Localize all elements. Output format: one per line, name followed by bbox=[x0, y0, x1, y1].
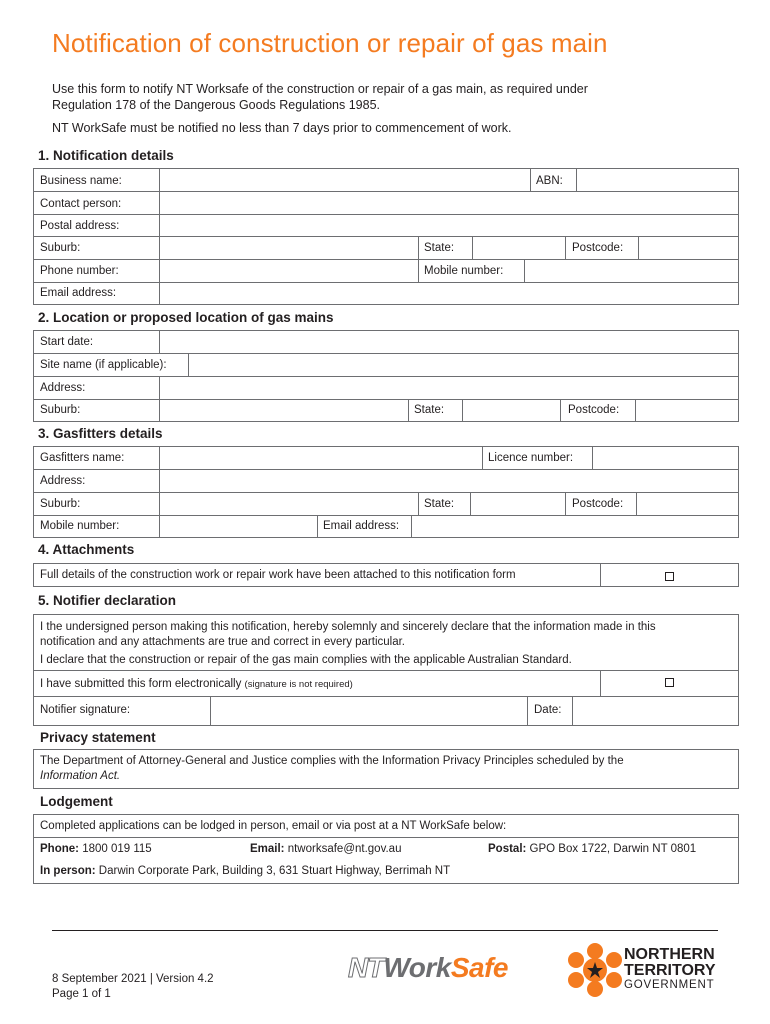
suburb-field[interactable] bbox=[160, 237, 418, 259]
footer-divider bbox=[52, 930, 718, 931]
section5-heading: 5. Notifier declaration bbox=[38, 593, 177, 608]
contact-person-label: Contact person: bbox=[40, 198, 122, 210]
gasfitter-email-label: Email address: bbox=[323, 520, 400, 532]
abn-field[interactable] bbox=[577, 169, 738, 191]
email-address-label: Email address: bbox=[40, 287, 117, 299]
privacy-text: The Department of Attorney-General and Justice complies with the Information Privacy Principles scheduled by the bbox=[40, 755, 624, 767]
location-state-field[interactable] bbox=[463, 400, 560, 421]
phone-value: 1800 019 115 bbox=[82, 843, 152, 855]
start-date-label: Start date: bbox=[40, 336, 94, 348]
intro-line-3: NT WorkSafe must be notified no less than 7 days prior to commencement of work. bbox=[52, 121, 512, 135]
section3-heading: 3. Gasfitters details bbox=[38, 426, 163, 441]
declaration-date-field[interactable] bbox=[573, 697, 738, 725]
ntg-line-2: TERRITORY bbox=[624, 962, 716, 979]
gasfitter-address-label: Address: bbox=[40, 475, 86, 487]
footer-date-version: 8 September 2021 | Version 4.2 bbox=[52, 973, 214, 985]
declaration-line-2: notification and any attachments are true and correct in every particular. bbox=[40, 636, 406, 648]
inperson-value: Darwin Corporate Park, Building 3, 631 Stuart Highway, Berrimah NT bbox=[98, 865, 451, 877]
state-label: State: bbox=[424, 242, 455, 254]
phone-number-field[interactable] bbox=[160, 260, 418, 282]
lodgement-intro: Completed applications can be lodged in person, email or via post at a NT WorkSafe below: bbox=[40, 820, 507, 832]
gasfitters-name-field[interactable] bbox=[160, 447, 482, 469]
ntg-line-1: NORTHERN bbox=[624, 946, 715, 963]
electronic-submission-checkbox[interactable] bbox=[665, 678, 674, 687]
lodgement-postal bbox=[488, 841, 696, 858]
ntg-line-3: GOVERNMENT bbox=[624, 979, 715, 991]
postal-value: GPO Box 1722, Darwin NT 0801 bbox=[529, 843, 697, 855]
business-name-field[interactable] bbox=[160, 169, 530, 191]
email-label: Email: bbox=[250, 843, 285, 855]
location-address-label: Address: bbox=[40, 382, 86, 394]
location-address-field[interactable] bbox=[160, 377, 738, 399]
email-value[interactable]: ntworksafe@nt.gov.au bbox=[287, 843, 402, 855]
lodgement-phone bbox=[40, 841, 152, 858]
gasfitter-postcode-field[interactable] bbox=[637, 493, 738, 515]
footer-page-number: Page 1 of 1 bbox=[52, 988, 111, 1000]
gasfitter-mobile-label: Mobile number: bbox=[40, 520, 120, 532]
electronic-submission-label bbox=[40, 677, 353, 692]
gasfitter-state-label: State: bbox=[424, 498, 455, 510]
inperson-label: In person: bbox=[40, 865, 96, 877]
start-date-field[interactable] bbox=[160, 331, 738, 353]
site-name-label: Site name (if applicable): bbox=[40, 359, 167, 371]
postcode-label: Postcode: bbox=[572, 242, 624, 254]
gasfitter-address-field[interactable] bbox=[160, 470, 738, 492]
gasfitter-suburb-field[interactable] bbox=[160, 493, 418, 515]
postcode-field[interactable] bbox=[639, 237, 738, 259]
postal-address-label: Postal address: bbox=[40, 220, 120, 232]
intro-line-1: Use this form to notify NT Worksafe of the construction or repair of a gas main, as required under bbox=[52, 82, 588, 96]
section4-heading: 4. Attachments bbox=[38, 542, 135, 557]
location-postcode-label: Postcode: bbox=[568, 404, 620, 416]
gasfitter-suburb-label: Suburb: bbox=[40, 498, 81, 510]
site-name-field[interactable] bbox=[189, 354, 738, 376]
location-suburb-field[interactable] bbox=[160, 400, 408, 421]
phone-number-label: Phone number: bbox=[40, 265, 119, 277]
gasfitter-email-field[interactable] bbox=[412, 516, 738, 537]
suburb-label: Suburb: bbox=[40, 242, 81, 254]
lodgement-heading: Lodgement bbox=[40, 794, 113, 809]
abn-label: ABN: bbox=[536, 175, 563, 187]
gasfitter-mobile-field[interactable] bbox=[160, 516, 317, 537]
nt-worksafe-logo: NTWorkSafe bbox=[348, 952, 508, 983]
licence-number-label: Licence number: bbox=[488, 452, 574, 464]
postal-label: Postal: bbox=[488, 843, 527, 855]
state-field[interactable] bbox=[473, 237, 565, 259]
licence-number-field[interactable] bbox=[593, 447, 738, 469]
email-address-field[interactable] bbox=[160, 283, 738, 304]
gasfitter-state-field[interactable] bbox=[471, 493, 565, 515]
intro-line-2: Regulation 178 of the Dangerous Goods Regulations 1985. bbox=[52, 98, 381, 112]
lodgement-email bbox=[250, 841, 401, 858]
gasfitters-name-label: Gasfitters name: bbox=[40, 452, 125, 464]
nt-government-emblem-icon bbox=[566, 942, 624, 998]
location-state-label: State: bbox=[414, 404, 445, 416]
lodgement-inperson bbox=[40, 863, 450, 880]
business-name-label: Business name: bbox=[40, 175, 122, 187]
page-title: Notification of construction or repair of gas main bbox=[52, 28, 608, 58]
location-postcode-field[interactable] bbox=[636, 400, 738, 421]
attachments-text: Full details of the construction work or repair work have been attached to this notification form bbox=[40, 569, 516, 581]
section1-heading: 1. Notification details bbox=[38, 148, 174, 163]
gasfitter-postcode-label: Postcode: bbox=[572, 498, 624, 510]
privacy-act: Information Act. bbox=[40, 770, 121, 782]
declaration-line-1: I the undersigned person making this notification, hereby solemnly and sincerely declare that the information made in this bbox=[40, 621, 656, 633]
electronic-submission-note: (signature is not required) bbox=[244, 679, 353, 690]
declaration-line-3: I declare that the construction or repair of the gas main complies with the applicable Australian Standard. bbox=[40, 654, 572, 666]
section2-heading: 2. Location or proposed location of gas mains bbox=[38, 310, 334, 325]
privacy-heading: Privacy statement bbox=[40, 730, 156, 745]
location-suburb-label: Suburb: bbox=[40, 404, 81, 416]
postal-address-field[interactable] bbox=[160, 215, 738, 236]
mobile-number-label: Mobile number: bbox=[424, 265, 504, 277]
notifier-signature-field[interactable] bbox=[211, 697, 527, 725]
declaration-date-label: Date: bbox=[534, 704, 562, 716]
phone-label: Phone: bbox=[40, 843, 79, 855]
contact-person-field[interactable] bbox=[160, 192, 738, 214]
attachments-checkbox[interactable] bbox=[665, 572, 674, 581]
mobile-number-field[interactable] bbox=[525, 260, 738, 282]
electronic-submission-text: I have submitted this form electronically bbox=[40, 678, 242, 690]
notifier-signature-label: Notifier signature: bbox=[40, 704, 131, 716]
